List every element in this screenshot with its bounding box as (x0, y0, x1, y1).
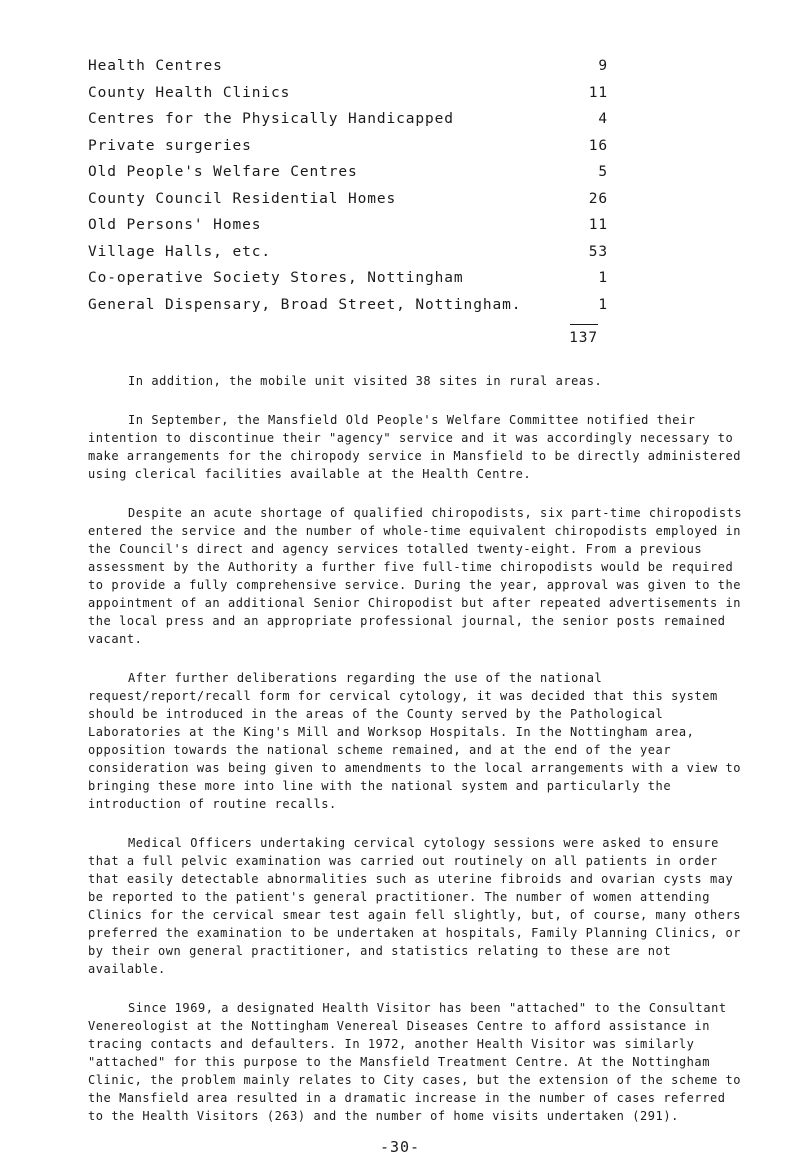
paragraph-text: In addition, the mobile unit visited 38 sites in rural areas. (128, 374, 603, 388)
paragraph-chiropodists (88, 504, 748, 648)
table-row (88, 111, 608, 138)
row-label: Co-operative Society Stores, Nottingham (88, 270, 464, 286)
table-row (88, 138, 608, 165)
paragraph-text: Medical Officers undertaking cervical cytology sessions were asked to ensure that a full pelvic examination was carried out routinely on all patients in order that easily detectable abnormalities such as uterine fibroids and ovarian cysts may be reported to the patient's general practitioner. The number of women attending Clinics for the cervical smear test again fell slightly, but, of course, many others preferred the examination to be undertaken at hospitals, Family Planning Clinics, or by their own general practitioner, and statistics relating to these are not available. (88, 836, 742, 976)
paragraph-text: Despite an acute shortage of qualified chiropodists, six part-time chiropodists entered the service and the number of whole-time equivalent chiropodists employed in the Council's direct and agency services totalled twenty-eight. From a previous assessment by the Authority a further five full-time chiropodists would be required to provide a fully comprehensive service. During the year, approval was given to the appointment of an additional Senior Chiropodist but after repeated advertisements in the local press and an appropriate professional journal, the senior posts remained vacant. (88, 506, 743, 646)
paragraph-medical-officers (88, 834, 748, 978)
table-total: 137 (569, 330, 598, 346)
paragraph-text: In September, the Mansfield Old People's Welfare Committee notified their intention to discontinue their "agency" service and it was accordingly necessary to make arrangements for the chiropody service in Mansfield to be directly administered using clerical facilities available at the Health Centre. (88, 413, 742, 481)
venues-table (88, 58, 608, 323)
table-row (88, 244, 608, 271)
row-label: Old Persons' Homes (88, 217, 262, 233)
paragraph-text: After further deliberations regarding the use of the national request/report/recall form for cervical cytology, it was decided that this system should be introduced in the areas of the County served by the Pathological Laboratories at the King's Mill and Worksop Hospitals. In the Nottingham area, opposition towards the national scheme remained, and at the end of the year consideration was being given to amendments to the local arrangements with a view to bringing these more into line with the national system and particularly the introduction of routine recalls. (88, 671, 742, 811)
row-value: 11 (588, 84, 608, 101)
row-value: 1 (598, 270, 608, 286)
row-value: 11 (588, 217, 608, 233)
row-label: Private surgeries (88, 137, 252, 154)
row-value: 5 (598, 164, 608, 180)
table-row (88, 191, 608, 218)
row-value: 1 (598, 296, 608, 313)
paragraph-mobile-unit (88, 372, 748, 390)
paragraph-health-visitor (88, 999, 748, 1125)
row-label: Village Halls, etc. (88, 243, 271, 260)
row-value: 4 (598, 111, 608, 127)
row-label: Centres for the Physically Handicapped (88, 111, 454, 127)
table-row (88, 270, 608, 297)
page-number: -30- (379, 1138, 421, 1156)
row-label: Old People's Welfare Centres (88, 164, 358, 180)
total-rule (570, 324, 598, 325)
paragraph-mansfield-agency (88, 411, 748, 483)
row-value: 16 (588, 137, 608, 154)
paragraph-cervical-cytology (88, 669, 748, 813)
table-row (88, 164, 608, 191)
row-value: 9 (598, 58, 608, 74)
table-row (88, 217, 608, 244)
row-label: County Health Clinics (88, 84, 291, 101)
table-row (88, 297, 608, 324)
row-label: County Council Residential Homes (88, 190, 397, 207)
row-value: 53 (588, 243, 608, 260)
table-row (88, 85, 608, 112)
row-label: Health Centres (88, 58, 223, 74)
table-row (88, 58, 608, 85)
paragraph-text: Since 1969, a designated Health Visitor has been "attached" to the Consultant Venereologist at the Nottingham Venereal Diseases Centre to afford assistance in tracing contacts and defaulters. In 1972, another Health Visitor was similarly "attached" for this purpose to the Mansfield Treatment Centre. At the Nottingham Clinic, the problem mainly relates to City cases, but the extension of the scheme to the Mansfield area resulted in a dramatic increase in the number of cases referred to the Health Visitors (263) and the number of home visits undertaken (291). (88, 1001, 742, 1123)
row-label: General Dispensary, Broad Street, Nottingham. (88, 296, 522, 313)
row-value: 26 (588, 190, 608, 207)
